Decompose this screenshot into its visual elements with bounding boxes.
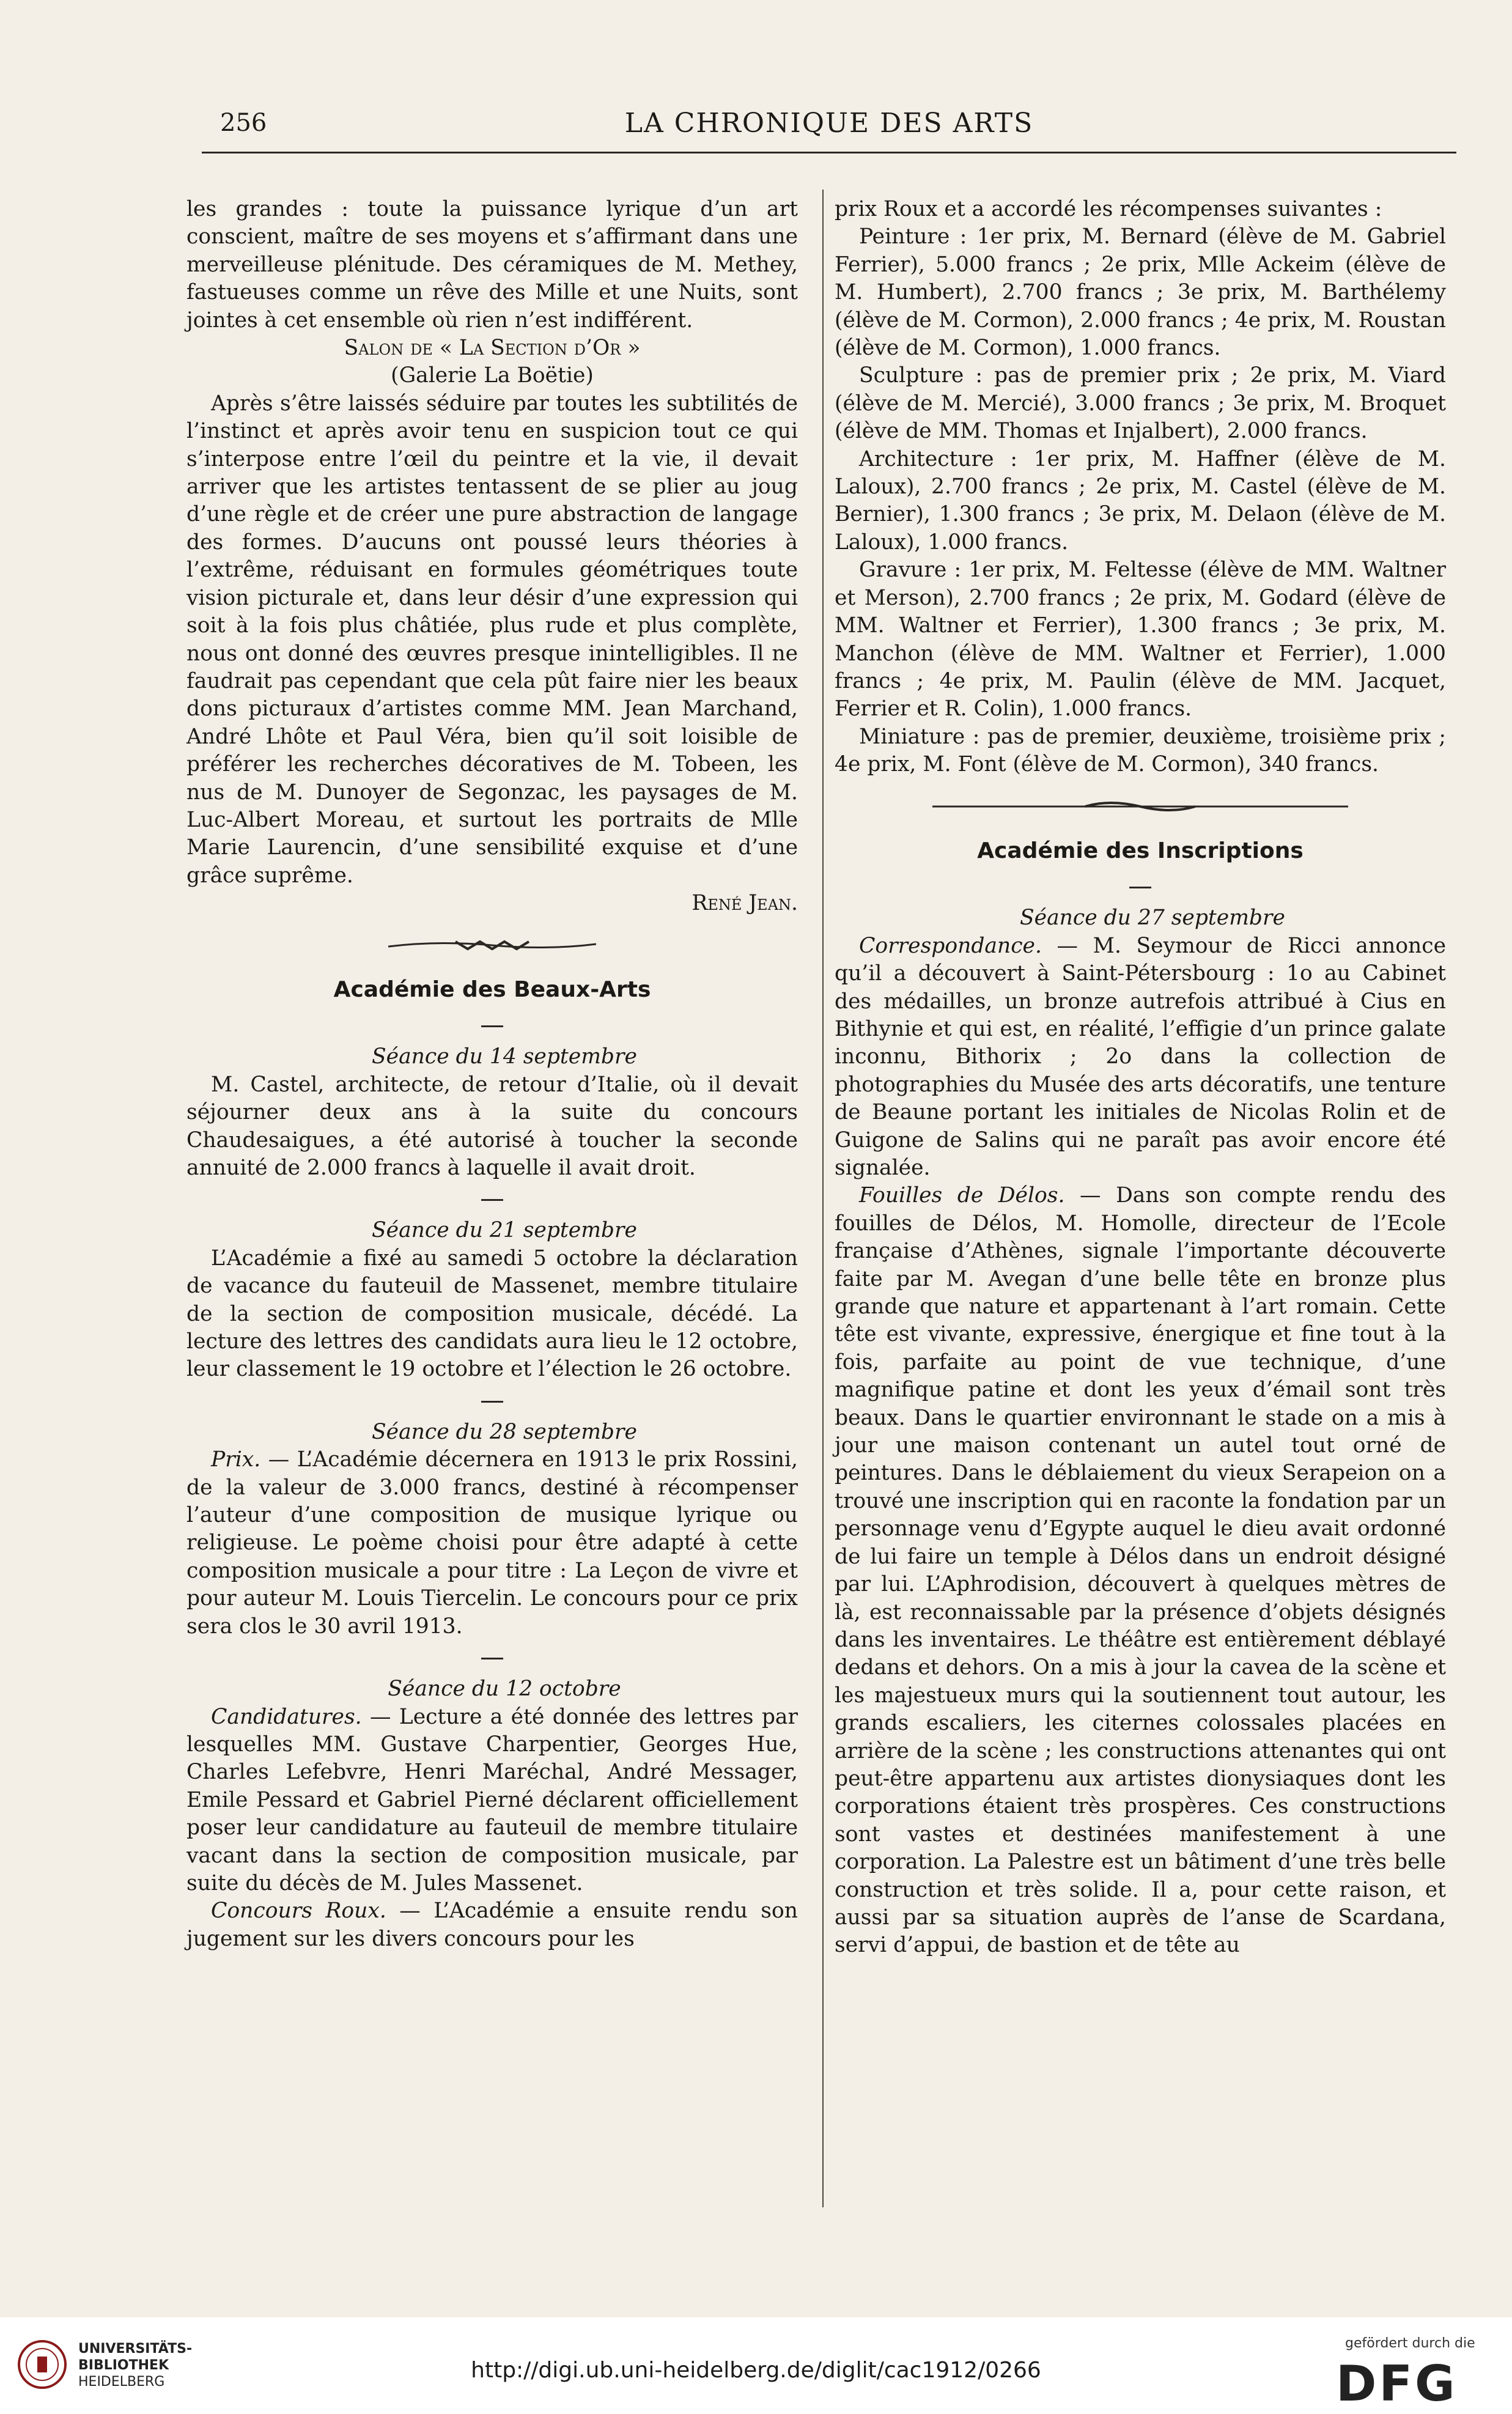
salon-title: Salon de « La Section d’Or » [344,336,641,361]
item-label: Candidatures. [211,1704,362,1729]
session-text: M. Castel, architecte, de retour d’Italie, où il devait séjourner deux ans à la suite du concours Chaudesaigues, a été autorisé à toucher la seconde annuité de 2.000 francs à laquelle il avait droit. [186,1072,798,1180]
short-dash [835,873,1446,901]
ornament-divider [835,794,1446,821]
short-dash [186,1186,798,1213]
award-sculpture: Sculpture : pas de premier prix ; 2e prix, M. Viard (élève de M. Mercié), 3.000 francs ; 3e prix, M. Broquet (élève de MM. Thomas et Injalbert), 2.000 francs. [835,363,1446,444]
ornament-icon [932,799,1348,814]
session-title: Séance du 28 septembre [372,1419,637,1444]
award-gravure: Gravure : 1er prix, M. Feltesse (élève de MM. Waltner et Merson), 2.700 francs ; 2e prix, M. Godard (élève de MM. Waltner et Ferrier), 1.300 francs ; 3e prix, M. Manchon (élève de MM. Waltner et Ferrier), 1.000 francs ; 4e prix, M. Paulin (élève de MM. Jacquet, Ferrier et R. Colin), 1.000 francs. [835,558,1446,722]
item-text: — L’Académie décernera en 1913 le prix Rossini, de la valeur de 3.000 francs, destiné à récompenser l’auteur d’une composition de musique lyrique ou religieuse. Le poème choisi pour être adapté à cette composition musicale a pour titre : La Leçon de vivre et pour auteur M. Louis Tiercelin. Le concours pour ce prix sera clos le 30 avril 1913. [186,1447,798,1639]
source-url-link[interactable]: http://digi.ub.uni-heidelberg.de/diglit/cac1912/0266 [471,2358,1041,2383]
item-label: Fouilles de Délos. [859,1183,1065,1208]
award-architecture: Architecture : 1er prix, M. Haffner (élève de M. Laloux), 2.700 francs ; 2e prix, M. Castel (élève de M. Bernier), 1.300 francs ; 3e prix, M. Delaon (élève de M. Laloux), 1.000 francs. [835,446,1446,555]
session-title: Séance du 21 septembre [372,1218,637,1243]
session-text: L’Académie a fixé au samedi 5 octobre la déclaration de vacance du fauteuil de Massenet, membre titulaire de la section de composition musicale, décédé. La lecture des lettres des candidats aura lieu le 12 octobre, leur classement le 19 octobre et l’élection le 26 octobre. [186,1246,798,1382]
session-title: Séance du 27 septembre [1020,906,1285,931]
short-dash [186,1387,798,1415]
award-miniature: Miniature : pas de premier, deuxième, troisième prix ; 4e prix, M. Font (élève de M. Cormon), 340 francs. [835,724,1446,777]
item-label: Prix. [211,1447,261,1472]
funding-caption: gefördert durch die [1345,2336,1475,2351]
session-text [186,1446,798,1641]
university-line: UNIVERSITÄTS- [78,2341,193,2357]
session-title: Séance du 12 octobre [388,1677,621,1702]
paragraph-ceramics: les grandes : toute la puissance lyrique d’un art conscient, maître de ses moyens et s’affirmant dans une merveilleuse plénitude. Des céramiques de M. Methey, fastueuses comme un rêve des Mille et une Nuits, sont jointes à cet ensemble où rien n’est indifférent. [186,197,798,333]
academy-beaux-arts-title: Académie des Beaux-Arts [333,976,651,1002]
left-column [186,196,798,1953]
short-dash [186,1012,798,1039]
short-dash [186,1644,798,1672]
session-text [835,932,1446,1183]
item-label: Concours Roux. [211,1899,386,1924]
university-line: BIBLIOTHEK [78,2358,169,2373]
session-text [835,1182,1446,1959]
dfg-logo: DFG [1336,2355,1458,2412]
item-label: Correspondance. [859,933,1042,958]
session-text [186,1703,798,1898]
item-text: — Dans son compte rendu des fouilles de Délos, M. Homolle, directeur de l’Ecole française d’Athènes, signale l’importante découverte faite par M. Avegan d’une belle tête en bronze plus grande que nature et appartenant à l’art romain. Cette tête est vivante, expressive, énergique et fine tout à la fois, parfaite au point de vue technique, d’une magnifique patine et dont les yeux d’émail sont très beaux. Dans le quartier environnant le stade on a mis à jour une maison contenant un autel tout orné de peintures. Dans le déblaiement du vieux Serapeion on a trouvé une inscription qui en raconte la fondation par un personnage venu d’Egypte auquel le dieu avait ordonné de lui faire un temple à Délos dans un endroit désigné par lui. L’Aphrodision, découvert à quelques mètres de là, est reconnaissable par la présence d’objets désignés dans les inventaires. Le théâtre est entièrement déblayé dedans et dehors. On a mis à jour la cavea de la scène et les majestueux murs qui la soutiennent tout autour, les grands escaliers, les citernes colossales placées en arrière de la scène ; les constructions attenantes qui ont peut-être appartenu aux artistes dionysiaques dont les corporations étaient très prospères. Ces constructions sont vastes et destinées manifestement à une corporation. La Palestre est un bâtiment d’une très belle construction et très solide. Il a, pour cette raison, et aussi par sa situation auprès de l’anse de Scardana, servi d’appui, de bastion et de tête au [835,1183,1446,1958]
item-text: — L’Académie a ensuite rendu son jugement sur les divers concours pour les [186,1899,798,1951]
session-text [186,1897,798,1953]
session-title: Séance du 14 septembre [372,1044,637,1069]
university-line: HEIDELBERG [78,2374,165,2390]
salon-subtitle: (Galerie La Boëtie) [391,363,594,388]
academy-inscriptions-title: Académie des Inscriptions [977,838,1304,863]
item-text: — M. Seymour de Ricci annonce qu’il a découvert à Saint-Pétersbourg : 1o au Cabinet des médailles, un bronze autrefois attribué à Cius en Bithynie et qui est, en réalité, l’effigie d’un prince galate inconnu, Bithorix ; 2o dans la collection de photographies du Musée des arts décoratifs, une tenture de Beaune portant les initiales de Nicolas Rolin et de Guigone de Salins qui ne paraît pas avoir encore été signalée. [835,933,1446,1180]
page-header [202,103,1456,146]
author-signature: René Jean. [691,891,798,916]
ornament-icon [388,938,596,953]
right-column [835,196,1446,1960]
running-title: LA CHRONIQUE DES ARTS [624,108,1034,139]
paragraph-section-dor: Après s’être laissés séduire par toutes les subtilités de l’instinct et après avoir tenu en suspicion tout ce qui s’interpose entre l’œil du peintre et la vie, il devait arriver que les artistes tentassent de se plier au joug d’une règle et de créer une pure abstraction de langage des formes. D’aucuns ont poussé leurs théories à l’extrême, réduisant en formules géométriques toute vision picturale et, dans leur désir d’une expression qui soit à la fois plus châtiée, plus rude et plus complète, nous ont donné des œuvres presque inintelligibles. Il ne faudrait pas cependant que cela pût faire nier les beaux dons picturaux d’artistes comme MM. Jean Marchand, André Lhôte et Paul Véra, bien qu’il soit loisible de préférer les recherches décoratives de M. Tobeen, les nus de M. Dunoyer de Segonzac, les paysages de M. Luc-Albert Moreau, et surtout les portraits de Mlle Marie Laurencin, d’une sensibilité exquise et d’une grâce suprême. [186,391,798,888]
item-text: — Lecture a été donnée des lettres par lesquelles MM. Gustave Charpentier, Georges Hue, Charles Lefebvre, Henri Maréchal, André Messager, Emile Pessard et Gabriel Pierné déclarent officiellement poser leur candidature au fauteuil de membre titulaire vacant dans la section de composition musicale, par suite du décès de M. Jules Massenet. [186,1704,798,1895]
column-divider [822,190,824,2207]
digitization-footer [0,2317,1512,2414]
paragraph-prix-roux: prix Roux et a accordé les récompenses suivantes : [835,197,1382,221]
award-peinture: Peinture : 1er prix, M. Bernard (élève de M. Gabriel Ferrier), 5.000 francs ; 2e prix, Mlle Ackeim (élève de M. Humbert), 2.700 francs ; 3e prix, M. Barthélemy (élève de M. Cormon), 2.000 francs ; 4e prix, M. Roustan (élève de M. Cormon), 1.000 francs. [835,224,1446,361]
page-number: 256 [220,109,267,137]
ornament-divider [186,932,798,960]
header-rule [202,152,1456,153]
